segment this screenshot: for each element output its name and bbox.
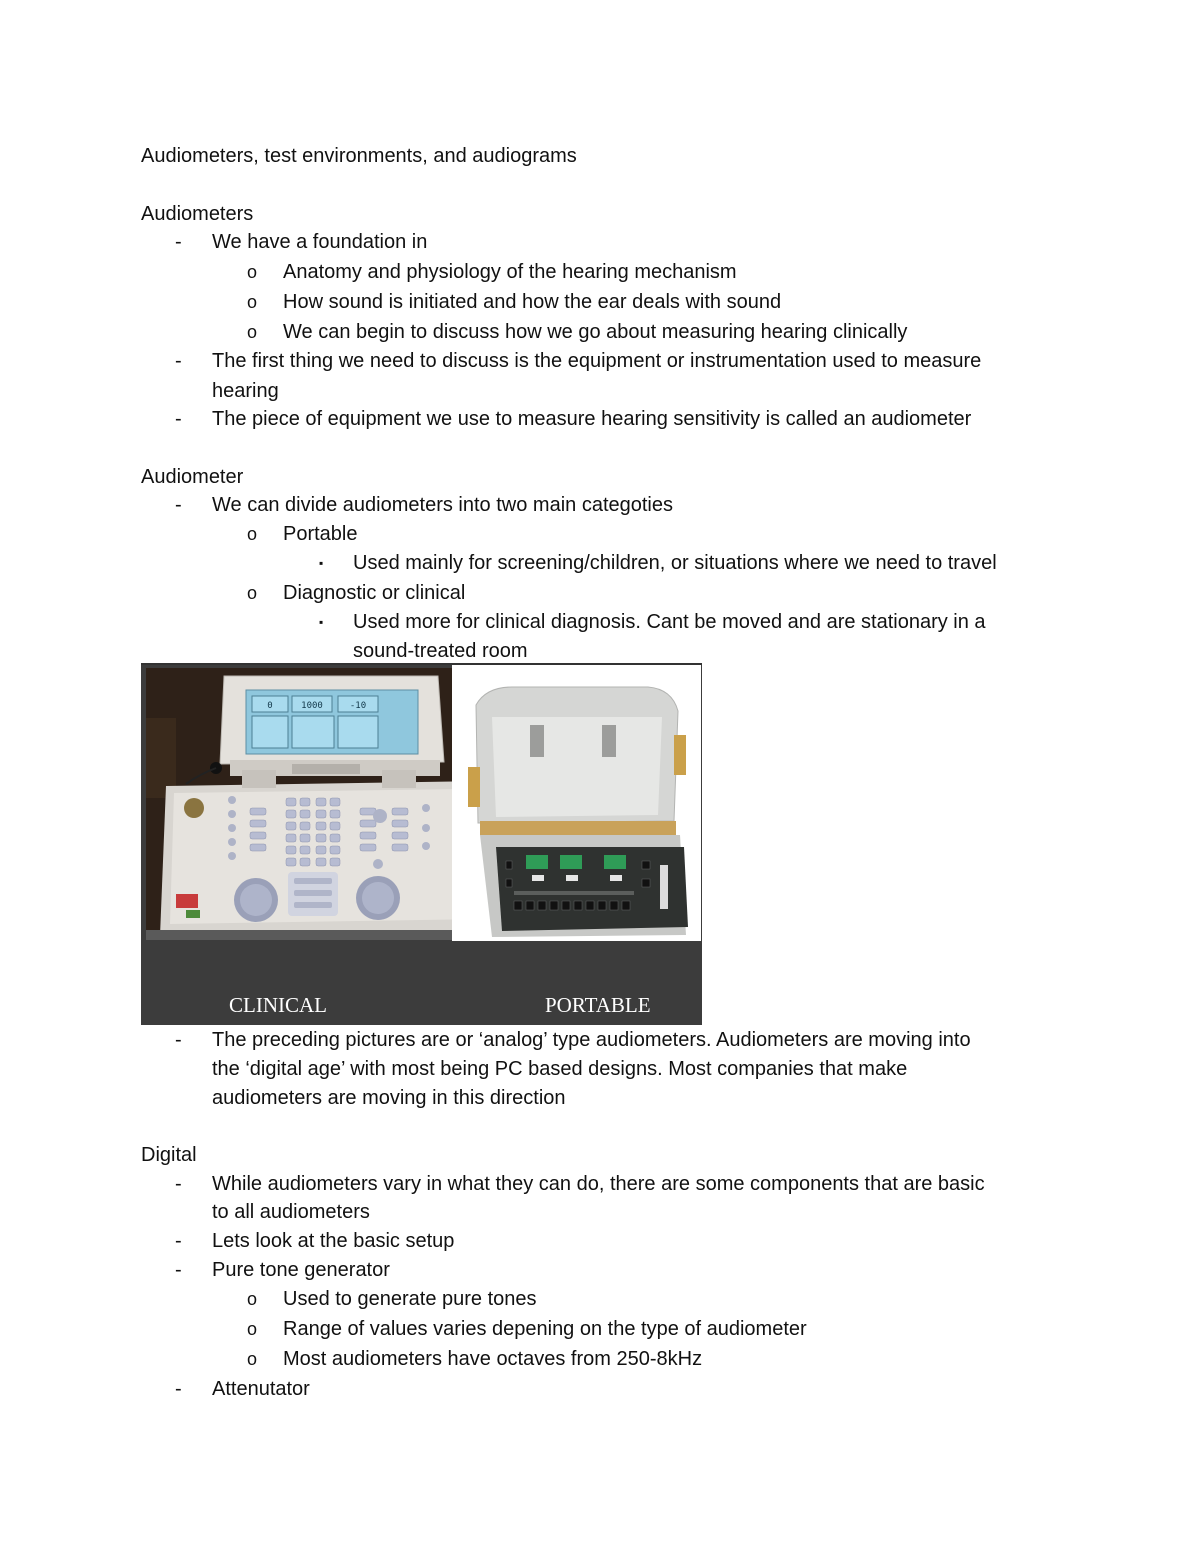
display-readout: -10	[349, 701, 367, 711]
dash-bullet: -	[175, 1378, 182, 1400]
list-item: We can begin to discuss how we go about measuring hearing clinically	[283, 321, 908, 343]
dash-bullet: -	[175, 1259, 182, 1281]
dash-bullet: -	[175, 1230, 182, 1252]
list-item: Range of values varies depening on the type of audiometer	[283, 1318, 807, 1340]
circle-bullet: o	[247, 524, 258, 544]
dash-bullet: -	[175, 408, 182, 430]
list-item: We have a foundation in	[212, 231, 428, 253]
square-bullet: ▪	[319, 615, 324, 629]
circle-bullet: o	[247, 1319, 258, 1339]
list-item-continuation: audiometers are moving in this direction	[212, 1087, 566, 1109]
dash-bullet: -	[175, 1029, 182, 1051]
list-item-continuation: to all audiometers	[212, 1201, 370, 1223]
circle-bullet: o	[247, 1289, 258, 1309]
dash-bullet: -	[175, 1173, 182, 1195]
dash-bullet: -	[175, 231, 182, 253]
display-readout: 1000	[301, 701, 323, 711]
circle-bullet: o	[247, 262, 258, 282]
dash-bullet: -	[175, 494, 182, 516]
list-item: How sound is initiated and how the ear deals with sound	[283, 291, 782, 313]
list-item: Used more for clinical diagnosis. Cant be moved and are stationary in a	[353, 611, 986, 633]
square-bullet: ▪	[319, 556, 324, 570]
list-item-continuation: hearing	[212, 380, 279, 402]
list-item: The piece of equipment we use to measure hearing sensitivity is called an audiometer	[212, 408, 972, 430]
list-item-continuation: sound-treated room	[353, 640, 528, 662]
list-item: Pure tone generator	[212, 1259, 390, 1281]
section-heading-digital: Digital	[141, 1144, 197, 1166]
document-title: Audiometers, test environments, and audiograms	[141, 145, 577, 167]
section-heading-audiometer: Audiometer	[141, 466, 244, 488]
list-item: We can divide audiometers into two main categoties	[212, 494, 673, 516]
audiometer-figure	[141, 663, 702, 1025]
section-heading-audiometers: Audiometers	[141, 203, 254, 225]
circle-bullet: o	[247, 292, 258, 312]
list-item: Lets look at the basic setup	[212, 1230, 455, 1252]
list-item: Portable	[283, 523, 358, 545]
display-readout: 0	[267, 701, 273, 711]
circle-bullet: o	[247, 1349, 258, 1369]
portable-audiometer-illustration	[452, 665, 701, 941]
list-item: Used mainly for screening/children, or situations where we need to travel	[353, 552, 997, 574]
circle-bullet: o	[247, 322, 258, 342]
list-item: Diagnostic or clinical	[283, 582, 466, 604]
list-item: The first thing we need to discuss is the equipment or instrumentation used to measure	[212, 350, 982, 372]
portable-audiometer-image	[452, 665, 701, 941]
figure-caption-clinical: CLINICAL	[229, 993, 327, 1017]
list-item: While audiometers vary in what they can do, there are some components that are basic	[212, 1173, 985, 1195]
list-item: The preceding pictures are or ‘analog’ type audiometers. Audiometers are moving into	[212, 1029, 971, 1051]
list-item-continuation: the ‘digital age’ with most being PC based designs. Most companies that make	[212, 1058, 908, 1080]
dash-bullet: -	[175, 350, 182, 372]
list-item: Anatomy and physiology of the hearing mechanism	[283, 261, 737, 283]
circle-bullet: o	[247, 583, 258, 603]
list-item: Attenutator	[212, 1378, 310, 1400]
figure-caption-portable: PORTABLE	[545, 993, 651, 1017]
list-item: Used to generate pure tones	[283, 1288, 537, 1310]
list-item: Most audiometers have octaves from 250-8kHz	[283, 1348, 703, 1370]
